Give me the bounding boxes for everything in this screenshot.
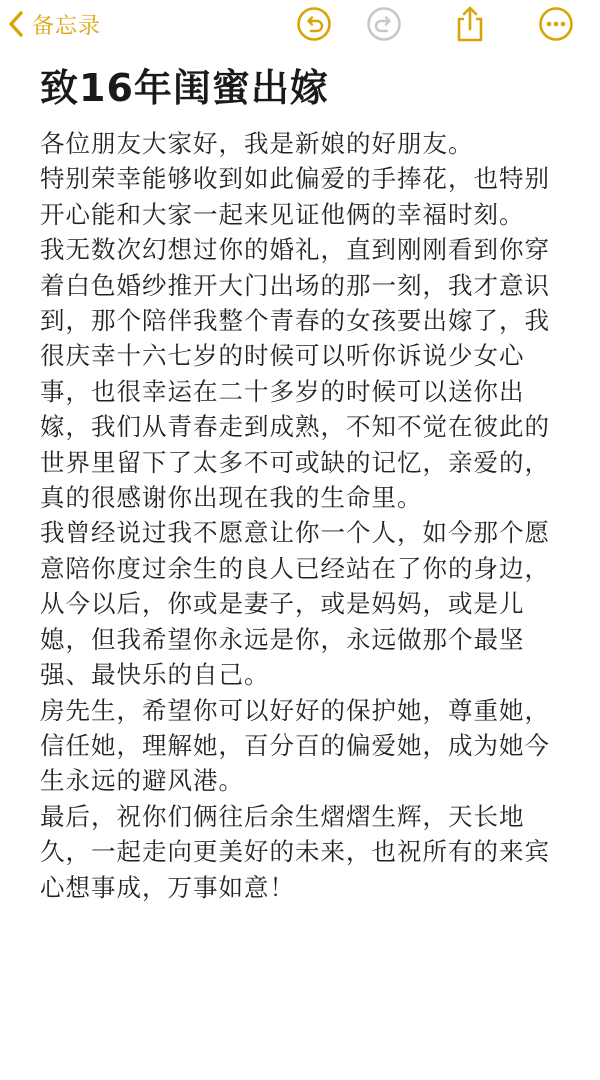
- paragraph-memories: 我无数次幻想过你的婚礼，直到刚刚看到你穿着白色婚纱推开大门出场的那一刻，我才意识到，那个陪伴我整个青春的女孩要出嫁了，我很庆幸十六七岁的时候可以听你诉说少女心事，也很幸运在二十多岁的时候可以送你出嫁，我们从青春走到成熟，不知不觉在彼此的世界里留下了太多不可或缺的记忆，亲爱的，真的很感谢你出现在我的生命里。: [40, 235, 550, 513]
- toolbar: [0, 0, 600, 48]
- paragraph-greeting: 各位朋友大家好，我是新娘的好朋友。: [40, 129, 474, 158]
- share-button[interactable]: [450, 4, 490, 44]
- paragraph-promise: 我曾经说过我不愿意让你一个人，如今那个愿意陪你度过余生的良人已经站在了你的身边，从今以后，你或是妻子，或是妈妈，或是儿媳，但我希望你永远是你，永远做那个最坚强、最快乐的自己。: [40, 518, 550, 690]
- note-body: [40, 126, 568, 905]
- share-icon: [453, 5, 487, 43]
- undo-button[interactable]: [294, 4, 334, 44]
- paragraph-blessing: 最后，祝你们俩往后余生熠熠生辉，天长地久，一起走向更美好的未来，也祝所有的来宾心想事成，万事如意！: [40, 801, 550, 902]
- undo-icon: [296, 6, 332, 42]
- more-button[interactable]: [536, 4, 576, 44]
- redo-button[interactable]: [364, 4, 404, 44]
- back-label: 备忘录: [32, 13, 102, 39]
- paragraph-groom: 房先生，希望你可以好好的保护她，尊重她，信任她，理解她，百分百的偏爱她，成为她今生永远的避风港。: [40, 695, 550, 796]
- paragraph-bouquet: 特别荣幸能够收到如此偏爱的手捧花，也特别开心能和大家一起来见证他俩的幸福时刻。: [40, 164, 550, 229]
- note-content[interactable]: [40, 60, 568, 905]
- back-button[interactable]: [8, 6, 101, 42]
- chevron-left-icon: [8, 10, 24, 38]
- more-icon: [538, 6, 574, 42]
- note-title: 致16年闺蜜出嫁: [40, 66, 329, 110]
- redo-icon: [366, 6, 402, 42]
